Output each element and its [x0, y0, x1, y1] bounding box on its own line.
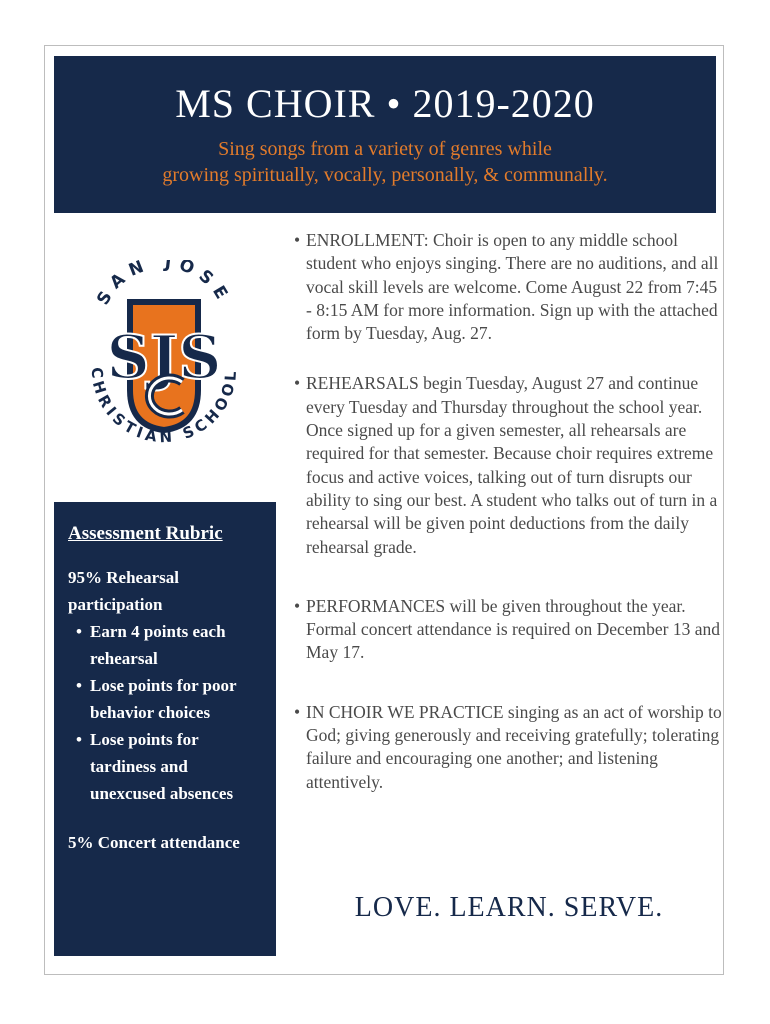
rubric-title: Assessment Rubric [68, 523, 223, 544]
school-seal-icon [78, 260, 250, 450]
enrollment-paragraph: • ENROLLMENT: Choir is open to any middle school student who enjoys singing. There are no auditions, and all vocal skill levels are welcome. Come August 22 from 7:45 - 8:15 AM for more information. Sign up with the attached form by Tuesday, Aug. 27. [294, 229, 724, 345]
rubric-bullet: • Earn 4 points each rehearsal [68, 618, 262, 672]
rubric-bullet-list [68, 618, 262, 807]
rubric-item-rehearsal [68, 564, 262, 807]
practice-paragraph: • IN CHOIR WE PRACTICE singing as an act of worship to God; giving generously and receiving gratefully; tolerating failure and encouraging one another; and listening attentively. [294, 701, 724, 794]
logo-text-bottom: CHRISTIAN SCHOOL [87, 366, 241, 447]
performances-paragraph: • PERFORMANCES will be given throughout the year. Formal concert attendance is required on December 13 and May 17. [294, 595, 724, 665]
rehearsals-paragraph: • REHEARSALS begin Tuesday, August 27 and continue every Tuesday and Thursday throughout the school year. Once signed up for a given semester, all rehearsals are required for that semester. Because choir requires extreme focus and active voices, talking out of turn disrupts our ability to sing our best. A student who talks out of turn in a rehearsal will be given point deductions from the daily rehearsal grade. [294, 372, 724, 558]
header-subtitle [54, 136, 716, 188]
motto: LOVE. LEARN. SERVE. [354, 892, 664, 923]
subtitle-line-2: growing spiritually, vocally, personally, & communally. [162, 164, 608, 186]
svg-text:SJS: SJS [106, 323, 222, 393]
rubric-item-label: 95% Rehearsal participation [68, 568, 179, 614]
header-banner [54, 56, 716, 213]
page-title: MS CHOIR • 2019-2020 [175, 81, 595, 126]
logo-text-top: SAN JOSE [93, 260, 235, 309]
rubric-item-label: 5% Concert attendance [68, 833, 240, 852]
subtitle-line-1: Sing songs from a variety of genres while [218, 138, 552, 160]
rubric-bullet: • Lose points for tardiness and unexcused absences [68, 726, 262, 807]
school-logo [78, 260, 250, 450]
assessment-rubric-panel [54, 502, 276, 956]
info-paragraphs [294, 229, 724, 821]
rubric-item-concert [68, 829, 262, 856]
rubric-bullet: • Lose points for poor behavior choices [68, 672, 262, 726]
